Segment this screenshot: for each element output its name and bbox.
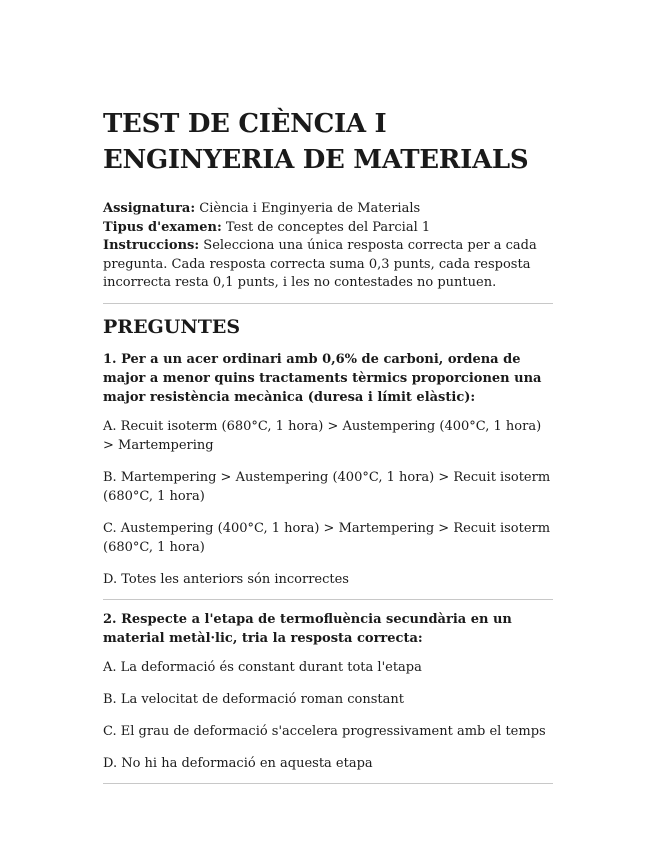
answer-option: C. El grau de deformació s'accelera progressivament amb el temps — [103, 723, 546, 739]
answer-option: A. Recuit isoterm (680°C, 1 hora) > Austempering (400°C, 1 hora) > Martempering — [103, 418, 542, 453]
exam-type-label: Tipus d'examen: — [103, 219, 222, 235]
divider — [103, 783, 553, 784]
answer-option: B. Martempering > Austempering (400°C, 1 hora) > Recuit isoterm (680°C, 1 hora) — [103, 469, 551, 504]
subject-line — [103, 200, 553, 219]
subject-label: Assignatura: — [103, 201, 196, 216]
question-block — [103, 610, 553, 773]
answer-option: C. Austempering (400°C, 1 hora) > Martempering > Recuit isoterm (680°C, 1 hora) — [103, 520, 551, 555]
divider — [103, 303, 553, 304]
exam-metadata — [103, 200, 553, 293]
instructions-line — [103, 237, 553, 293]
exam-type-value: Test de conceptes del Parcial 1 — [221, 219, 431, 235]
question-text: 2. Respecte a l'etapa de termofluència secundària en un material metàl·lic, tria la resposta correcta: — [103, 611, 512, 646]
answer-option: A. La deformació és constant durant tota l'etapa — [103, 659, 422, 675]
question-text: 1. Per a un acer ordinari amb 0,6% de carboni, ordena de major a menor quins tractaments tèrmics proporcionen una major resistència mecànica (duresa i límit elàstic): — [103, 351, 542, 405]
document-title: TEST DE CIÈNCIA I ENGINYERIA DE MATERIALS — [103, 109, 529, 175]
answer-option: B. La velocitat de deformació roman constant — [103, 691, 404, 707]
instructions-label: Instruccions: — [103, 238, 200, 253]
section-title: PREGUNTES — [103, 315, 241, 338]
options-list — [103, 417, 553, 589]
answer-option: D. No hi ha deformació en aquesta etapa — [103, 755, 373, 771]
answer-option: D. Totes les anteriors són incorrectes — [103, 571, 349, 587]
divider — [103, 599, 553, 600]
question-block — [103, 350, 553, 589]
exam-type-line — [103, 219, 553, 238]
options-list — [103, 658, 553, 773]
subject-value: Ciència i Enginyeria de Materials — [195, 201, 421, 216]
instructions-value: Selecciona una única resposta correcta per a cada pregunta. Cada resposta correcta suma 0,3 punts, cada resposta incorrecta resta 0,1 punts, i les no contestades no puntuen. — [103, 238, 537, 290]
